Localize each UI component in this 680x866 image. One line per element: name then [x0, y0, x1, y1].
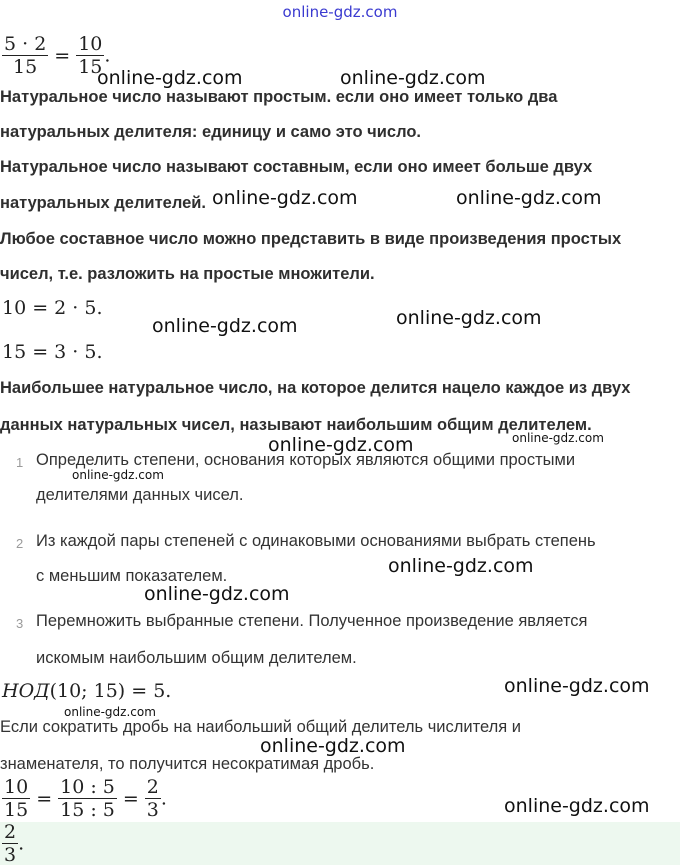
denominator: 15 [78, 56, 103, 78]
factorization-text-line-2: чисел, т.е. разложить на простые множители. [0, 265, 375, 283]
fraction-reduction-formula [2, 776, 167, 821]
step-3-line-1: Перемножить выбранные степени. Полученное произведение является [36, 612, 588, 630]
denominator: 15 [4, 799, 29, 821]
fraction [2, 33, 48, 78]
reduce-text-line-2: знаменателя, то получится несократимая дробь. [0, 755, 375, 773]
reduce-text-line-1: Если сократить дробь на наибольший общий делитель числителя и [0, 718, 521, 736]
watermark: online-gdz.com [97, 67, 243, 89]
period: . [18, 832, 25, 855]
fraction [58, 776, 117, 821]
site-header-link[interactable]: online-gdz.com [282, 3, 398, 21]
equals-sign: = [54, 44, 71, 67]
period: . [104, 44, 111, 67]
fraction [145, 776, 161, 821]
watermark-small: online-gdz.com [72, 468, 164, 482]
watermark: online-gdz.com [144, 583, 290, 605]
watermark: online-gdz.com [260, 735, 406, 757]
gcd-definition-line-1: Наибольшее натуральное число, на которое делится нацело каждое из двух [0, 379, 631, 397]
factorization-15: 15 = 3 · 5. [2, 341, 103, 363]
answer-fraction [2, 821, 24, 866]
answer-box [0, 822, 680, 865]
numerator: 2 [146, 776, 159, 798]
denominator: 3 [4, 844, 17, 866]
numerator: 10 [78, 33, 103, 55]
watermark-small: online-gdz.com [64, 705, 156, 719]
watermark: online-gdz.com [456, 187, 602, 209]
fraction [2, 776, 30, 821]
numerator: 5 · 2 [4, 33, 47, 55]
denominator: 15 [2, 55, 48, 78]
watermark: online-gdz.com [212, 187, 358, 209]
prime-definition-line-2: натуральных делителя: единицу и само это число. [0, 123, 421, 141]
numerator: 2 [4, 821, 17, 843]
gcd-definition-line-2: данных натуральных чисел, называют наибольшим общим делителем. [0, 416, 592, 434]
gcd-arguments: (10; 15) = 5. [49, 680, 172, 702]
composite-definition-line-1: Натуральное число называют составным, если оно имеет больше двух [0, 158, 593, 176]
watermark: online-gdz.com [504, 795, 650, 817]
formula-5x2-over-15 [2, 33, 110, 78]
composite-definition-line-2: натуральных делителей. [0, 194, 206, 212]
step-number: 1 [16, 455, 24, 470]
factorization-10: 10 = 2 · 5. [2, 297, 103, 319]
denominator: 3 [146, 799, 159, 821]
equals-sign: = [122, 787, 139, 810]
watermark-small: online-gdz.com [512, 431, 604, 445]
step-2-line-1: Из каждой пары степеней с одинаковыми основаниями выбрать степень [36, 532, 596, 550]
prime-definition-line-1: Натуральное число называют простым. если оно имеет только два [0, 88, 558, 106]
period: . [160, 787, 167, 810]
gcd-function-name: НОД [2, 680, 50, 702]
step-2-line-2: с меньшим показателем. [36, 567, 228, 585]
watermark: online-gdz.com [152, 315, 298, 337]
step-1-line-1: Определить степени, основания которых являются общими простыми [36, 451, 576, 469]
gcd-result [2, 680, 171, 702]
fraction [2, 821, 18, 866]
denominator: 15 : 5 [60, 799, 115, 821]
watermark: online-gdz.com [396, 307, 542, 329]
step-number: 2 [16, 536, 24, 551]
step-1-line-2: делителями данных чисел. [36, 486, 244, 504]
watermark: online-gdz.com [268, 434, 414, 456]
watermark: online-gdz.com [504, 675, 650, 697]
step-3-line-2: искомым наибольшим общим делителем. [36, 649, 357, 667]
watermark: online-gdz.com [340, 67, 486, 89]
factorization-text-line-1: Любое составное число можно представить в виде произведения простых [0, 230, 622, 248]
numerator: 10 : 5 [60, 776, 115, 798]
numerator: 10 [4, 776, 29, 798]
equals-sign: = [36, 787, 53, 810]
watermark: online-gdz.com [388, 555, 534, 577]
step-number: 3 [16, 616, 24, 631]
